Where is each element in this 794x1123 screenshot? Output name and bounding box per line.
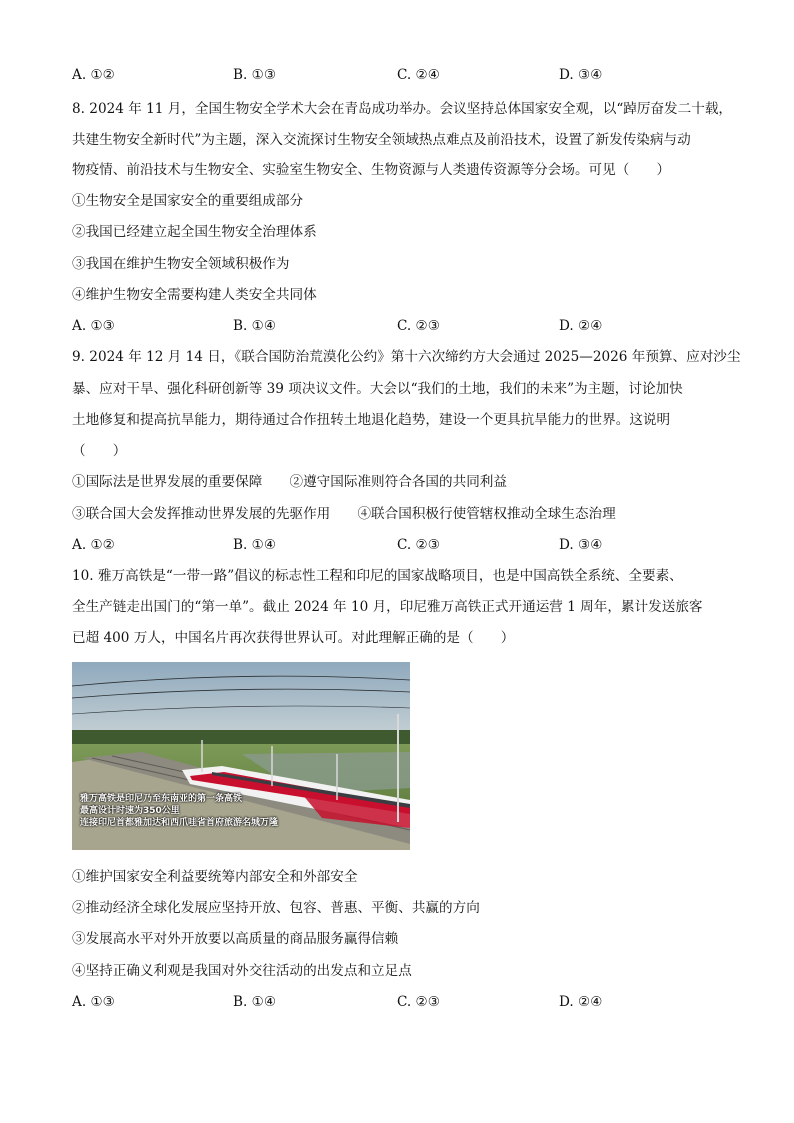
q8-stem-line: 物疫情、前沿技术与生物安全、实验室生物安全、生物资源与人类遗传资源等分会场。可见（ ） <box>72 162 671 178</box>
q9-option-b[interactable]: B. ①④ <box>233 537 277 553</box>
q8-statement: ①生物安全是国家安全的重要组成部分 <box>72 193 304 209</box>
q9-stem-line: 土地修复和提高抗旱能力，期待通过合作扭转土地退化趋势，建设一个更具抗旱能力的世界。这说明 <box>72 412 671 428</box>
q8-option-a[interactable]: A. ①③ <box>72 318 115 334</box>
q9-option-d[interactable]: D. ③④ <box>559 537 603 553</box>
q9-option-a[interactable]: A. ①② <box>72 537 115 553</box>
q8-option-b[interactable]: B. ①④ <box>233 318 277 334</box>
treeline <box>72 730 410 746</box>
q8-options <box>72 317 722 335</box>
q9-stem-line: （ ） <box>72 443 127 459</box>
q10-statement: ①维护国家安全利益要统筹内部安全和外部安全 <box>72 869 358 885</box>
q7-options <box>72 66 722 84</box>
q10-statement: ③发展高水平对外开放要以高质量的商品服务赢得信赖 <box>72 931 399 947</box>
q7-option-a[interactable]: A. ①② <box>72 67 115 83</box>
q8-option-d[interactable]: D. ②④ <box>559 318 603 334</box>
q9-options <box>72 536 722 554</box>
q8-stem-line: 8. 2024 年 11 月，全国生物安全学术大会在青岛成功举办。会议坚持总体国家安全观，以“踔厉奋发二十载， <box>72 101 733 117</box>
q10-stem-line: 已超 400 万人，中国名片再次获得世界认可。对此理解正确的是（ ） <box>72 630 515 646</box>
caption-line: 雅万高铁是印尼乃至东南亚的第一条高铁 <box>80 794 243 804</box>
q8-stem-line: 共建生物安全新时代”为主题，深入交流探讨生物安全领域热点难点及前沿技术，设置了新发传染病与动 <box>72 132 691 148</box>
q9-stem-line: 9. 2024 年 12 月 14 日，《联合国防治荒漠化公约》第十六次缔约方大会通过 2025—2026 年预算、应对沙尘 <box>72 349 741 365</box>
photo-caption <box>80 793 278 829</box>
q9-stem-line: 暴、应对干旱、强化科研创新等 39 项决议文件。大会以“我们的土地，我们的未来”为主题，讨论加快 <box>72 381 683 397</box>
q8-option-c[interactable]: C. ②③ <box>397 318 440 334</box>
caption-line: 连接印尼首都雅加达和西爪哇省首府旅游名城万隆 <box>80 818 279 828</box>
q7-option-d[interactable]: D. ③④ <box>559 67 603 83</box>
q7-option-c[interactable]: C. ②④ <box>397 67 440 83</box>
q9-statement: ①国际法是世界发展的重要保障 ②遵守国际准则符合各国的共同利益 <box>72 474 507 490</box>
q10-option-a[interactable]: A. ①③ <box>72 994 115 1010</box>
train-photo <box>72 662 410 850</box>
q10-stem-line: 全生产链走出国门的“第一单”。截止 2024 年 10 月，印尼雅万高铁正式开通运营 1 周年，累计发送旅客 <box>72 599 703 615</box>
q10-statement: ④坚持正确义利观是我国对外交往活动的出发点和立足点 <box>72 963 412 979</box>
q10-statement: ②推动经济全球化发展应坚持开放、包容、普惠、平衡、共赢的方向 <box>72 900 480 916</box>
q8-statement: ③我国在维护生物安全领域积极作为 <box>72 256 290 272</box>
q10-option-c[interactable]: C. ②③ <box>397 994 440 1010</box>
q10-option-d[interactable]: D. ②④ <box>559 994 603 1010</box>
q7-option-b[interactable]: B. ①③ <box>233 67 277 83</box>
q10-option-b[interactable]: B. ①④ <box>233 994 277 1010</box>
caption-line: 最高设计时速为350公里 <box>80 806 180 816</box>
q9-option-c[interactable]: C. ②③ <box>397 537 440 553</box>
q10-options <box>72 993 722 1011</box>
q8-statement: ②我国已经建立起全国生物安全治理体系 <box>72 224 317 240</box>
q9-statement: ③联合国大会发挥推动世界发展的先驱作用 ④联合国积极行使管辖权推动全球生态治理 <box>72 506 616 522</box>
q8-statement: ④维护生物安全需要构建人类安全共同体 <box>72 287 317 303</box>
q10-stem-line: 10. 雅万高铁是“一带一路”倡议的标志性工程和印尼的国家战略项目，也是中国高铁全系统、全要素、 <box>72 568 683 584</box>
